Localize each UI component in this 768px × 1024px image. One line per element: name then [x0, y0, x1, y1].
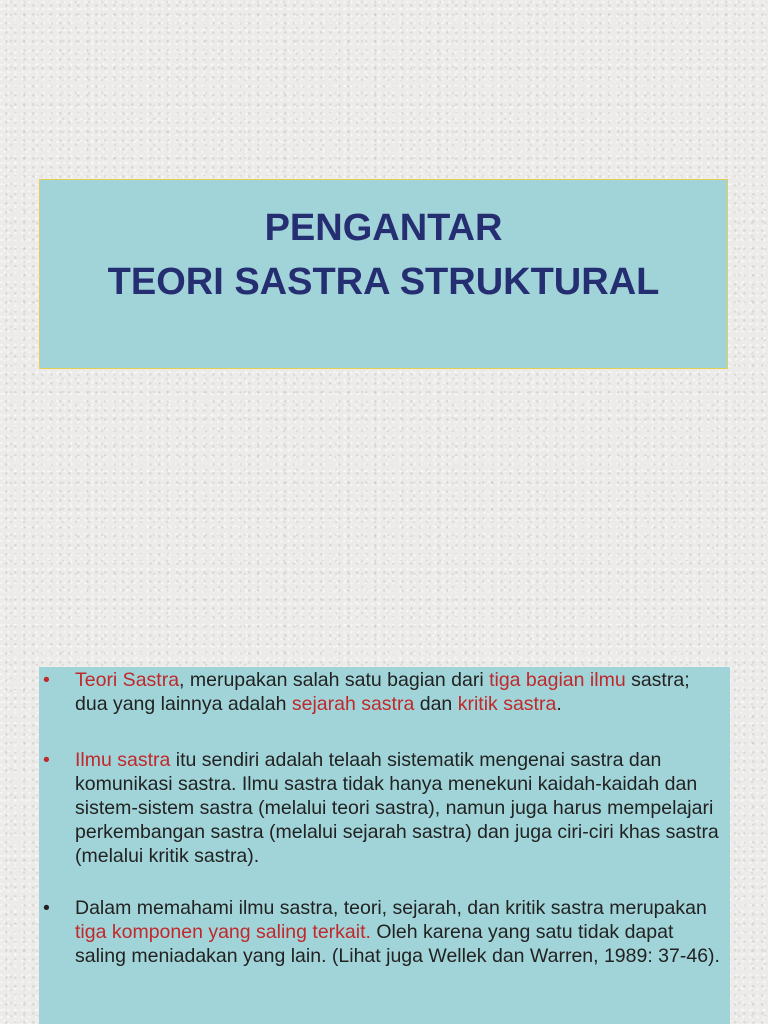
highlight-term: kritik sastra [457, 693, 557, 715]
bullet-item-ilmu-sastra [39, 748, 720, 868]
content-slide [0, 512, 768, 1024]
bullet-marker: • [43, 669, 50, 691]
body-text: Dalam memahami ilmu sastra, teori, sejarah, dan kritik sastra merupakan [75, 897, 707, 919]
slide-title [40, 201, 727, 309]
bullet-marker: • [43, 749, 50, 771]
body-text: Oleh karena yang satu tidak dapat saling meniadakan yang lain. (Lihat juga Wellek dan Warren, 1989: 37-46). [75, 921, 720, 967]
highlight-term: Teori Sastra [75, 669, 180, 691]
bullet-item-memahami-ilmu-sastra [39, 896, 720, 968]
body-text: dan [414, 693, 458, 715]
title-box [39, 179, 728, 369]
bullet-text [75, 668, 720, 716]
bullet-text [75, 896, 720, 968]
bullet-text [75, 748, 720, 868]
highlight-term: sejarah sastra [291, 693, 415, 715]
title-line-2: TEORI SASTRA STRUKTURAL [107, 261, 660, 303]
body-text: sastra; dua yang lainnya adalah [75, 669, 690, 715]
highlight-term: tiga komponen yang saling terkait. [75, 921, 371, 943]
title-line-1: PENGANTAR [264, 207, 503, 249]
bullet-item-teori-sastra [39, 668, 720, 716]
body-text: , merupakan salah satu bagian dari [179, 669, 490, 691]
content-box [39, 667, 730, 1024]
body-text: itu sendiri adalah telaah sistematik mengenai sastra dan komunikasi sastra. Ilmu sastra tidak hanya menekuni kaidah-kaidah dan sistem-sistem sastra (melalui teori sastra), namun juga harus mempelajari perkembangan sastra (melalui sejarah sastra) dan juga ciri-ciri khas sastra (melalui kritik sastra). [75, 749, 719, 867]
body-text: . [556, 693, 562, 715]
highlight-term: Ilmu sastra [75, 749, 171, 771]
bullet-marker: • [43, 897, 50, 919]
highlight-term: tiga bagian ilmu [489, 669, 626, 691]
